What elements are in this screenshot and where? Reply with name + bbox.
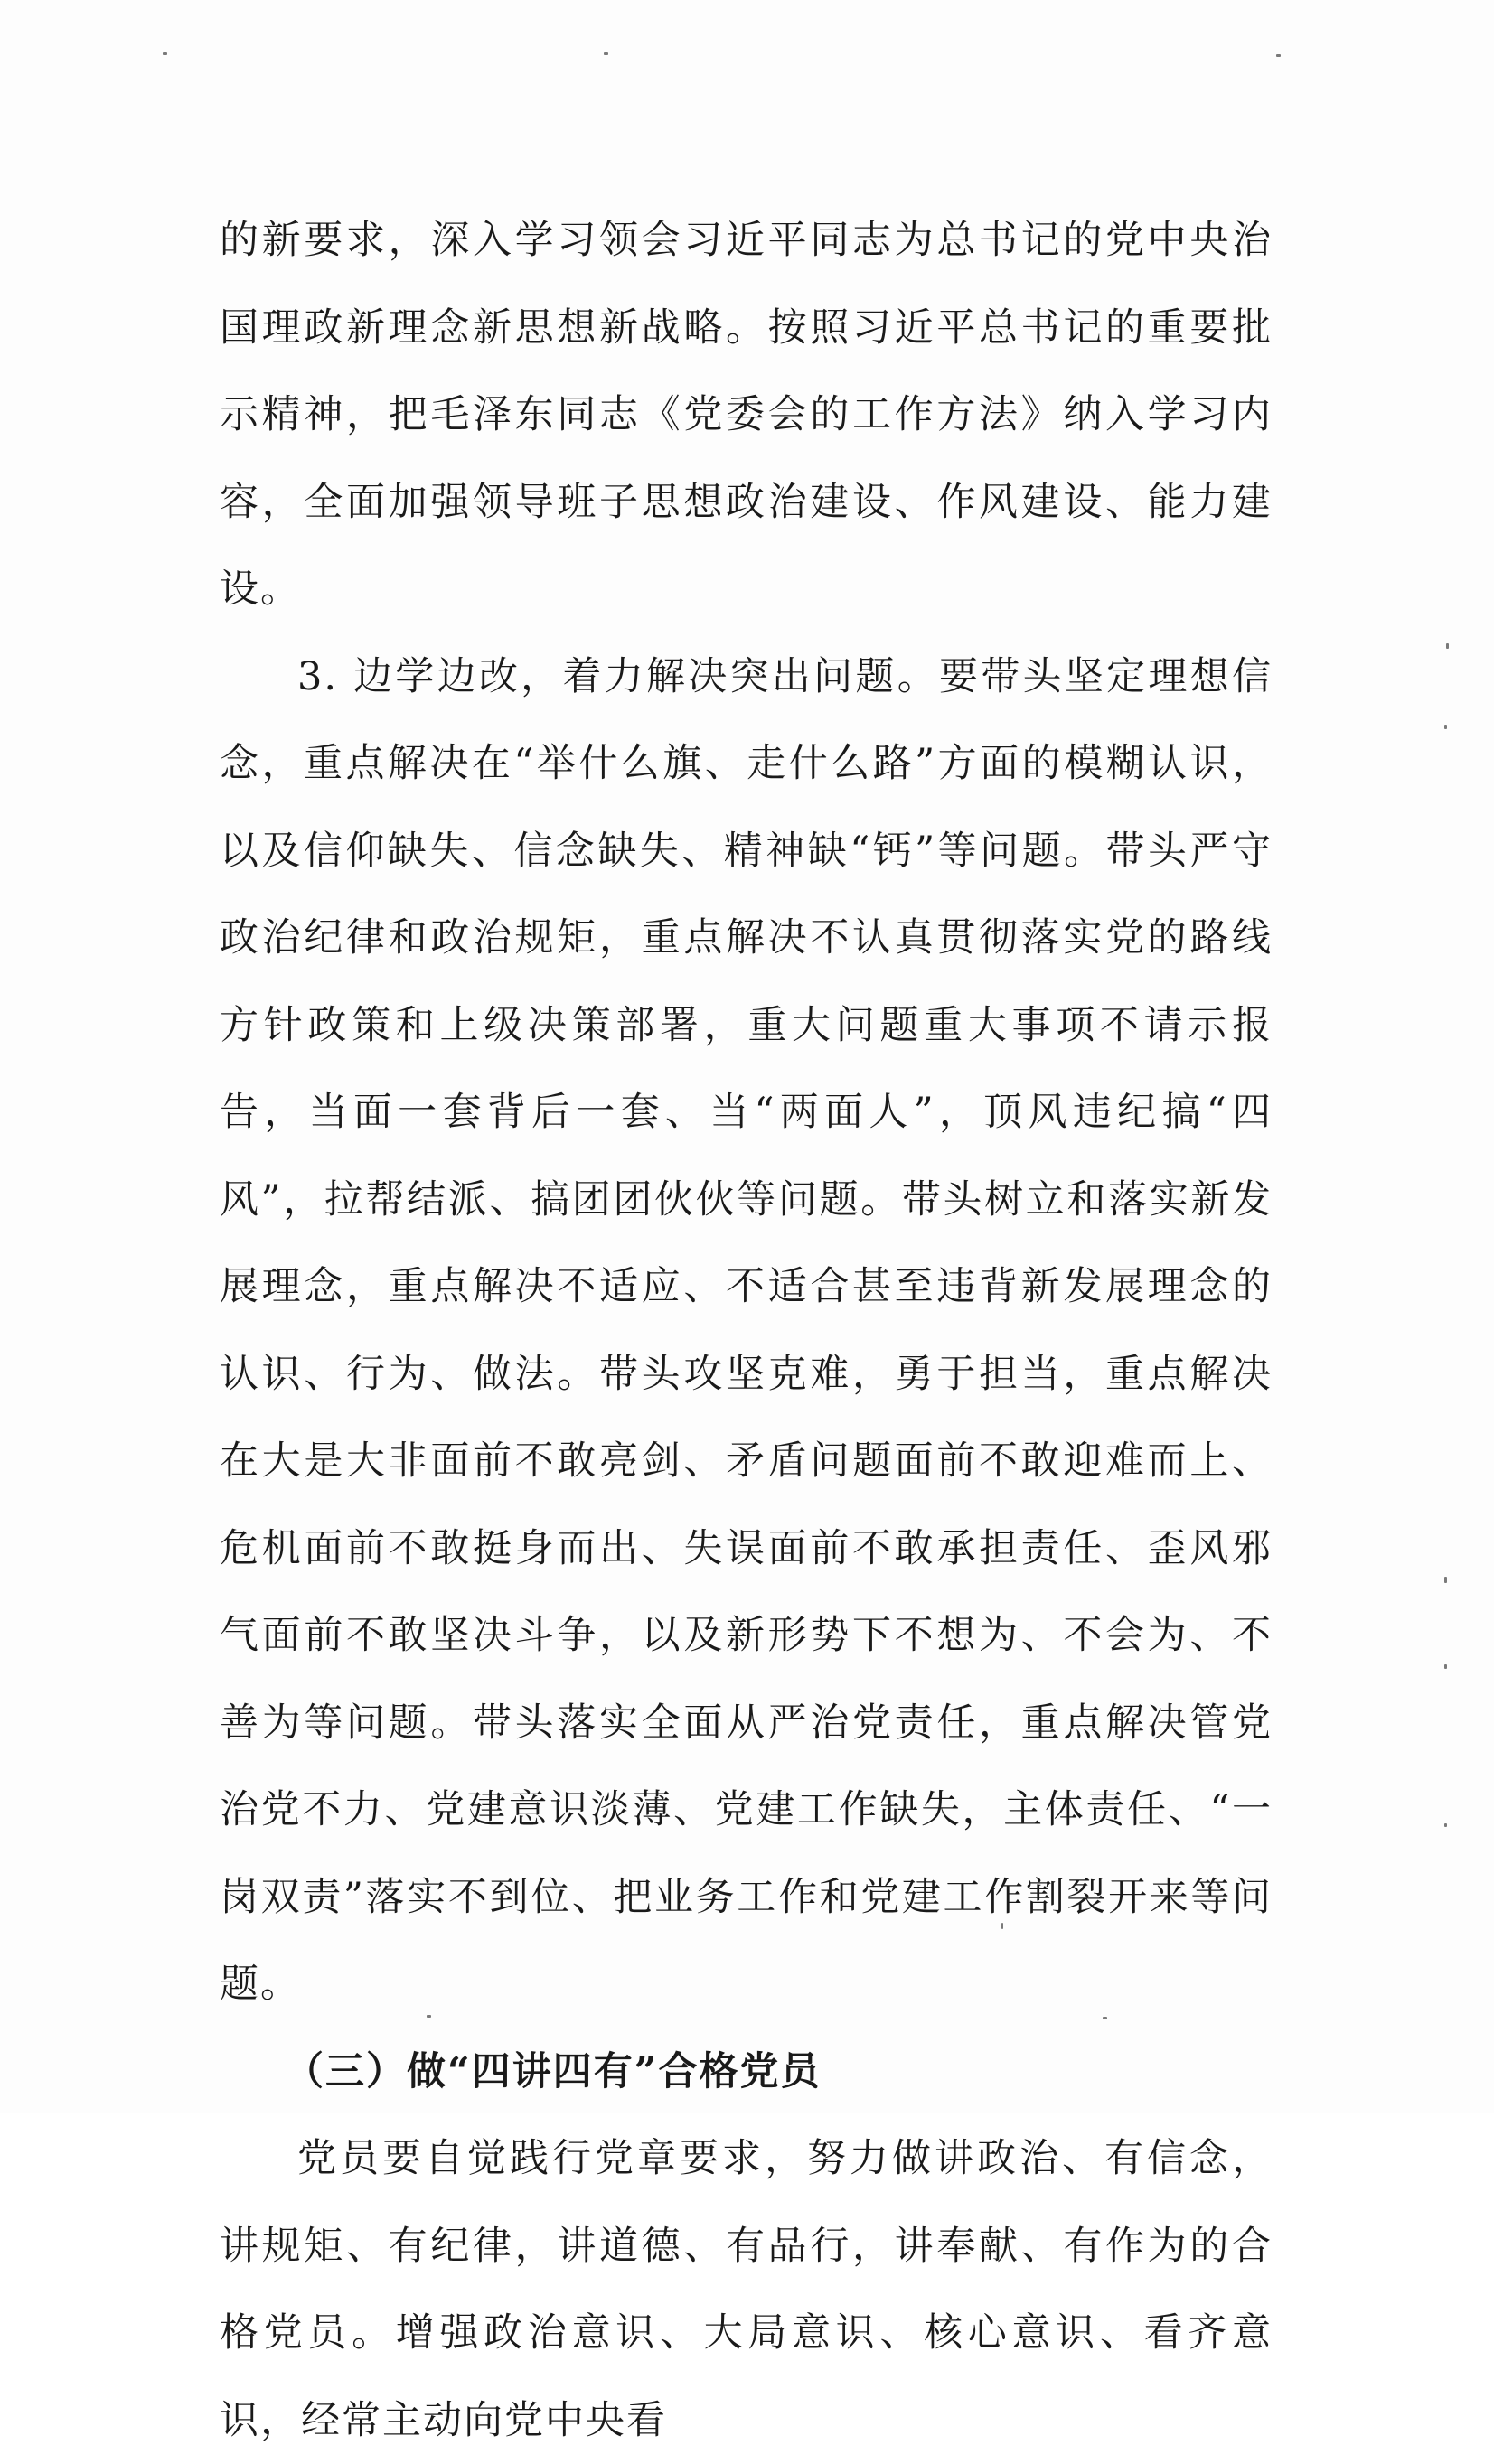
paragraph-party-members: 党员要自觉践行党章要求，努力做讲政治、有信念，讲规矩、有纪律，讲道德、有品行，讲奉献、有作为的合格党员。增强政治意识、大局意识、核心意识、看齐意识，经常主动向党中央看 xyxy=(220,2136,1273,2443)
scan-speck xyxy=(1001,1923,1003,1929)
scan-speck xyxy=(1444,1577,1447,1583)
document-body xyxy=(220,197,1273,2464)
scan-speck xyxy=(1446,643,1449,649)
scan-speck xyxy=(427,2015,431,2018)
section-heading: （三）做“四讲四有”合格党员 xyxy=(285,2048,822,2094)
paragraph-continuation: 的新要求，深入学习领会习近平同志为总书记的党中央治国理政新理念新思想新战略。按照习近平总书记的重要批示精神，把毛泽东同志《党委会的工作方法》纳入学习内容，全面加强领导班子思想政治建设、作风建设、能力建设。 xyxy=(220,218,1273,612)
scan-speck xyxy=(1276,54,1281,57)
scan-speck xyxy=(1444,1664,1447,1669)
paragraph-section-3: 3. 边学边改，着力解决突出问题。要带头坚定理想信念，重点解决在“举什么旗、走什么路”方面的模糊认识，以及信仰缺失、信念缺失、精神缺“钙”等问题。带头严守政治纪律和政治规矩，重点解决不认真贯彻落实党的路线方针政策和上级决策部署，重大问题重大事项不请示报告，当面一套背后一套、当“两面人”，顶风违纪搞“四风”，拉帮结派、搞团团伙伙等问题。带头树立和落实新发展理念，重点解决不适应、不适合甚至违背新发展理念的认识、行为、做法。带头攻坚克难，勇于担当，重点解决在大是大非面前不敢亮剑、矛盾问题面前不敢迎难而上、危机面前不敢挺身而出、失误面前不敢承担责任、歪风邪气面前不敢坚决斗争，以及新形势下不想为、不会为、不善为等问题。带头落实全面从严治党责任，重点解决管党治党不力、党建意识淡薄、党建工作缺失，主体责任、“一岗双责”落实不到位、把业务工作和党建工作割裂开来等问题。 xyxy=(220,653,1273,2007)
scan-speck xyxy=(1444,1823,1447,1827)
scan-speck xyxy=(1444,725,1447,729)
scan-speck xyxy=(1103,2017,1107,2019)
scan-speck xyxy=(604,52,608,55)
scan-speck xyxy=(163,52,167,55)
